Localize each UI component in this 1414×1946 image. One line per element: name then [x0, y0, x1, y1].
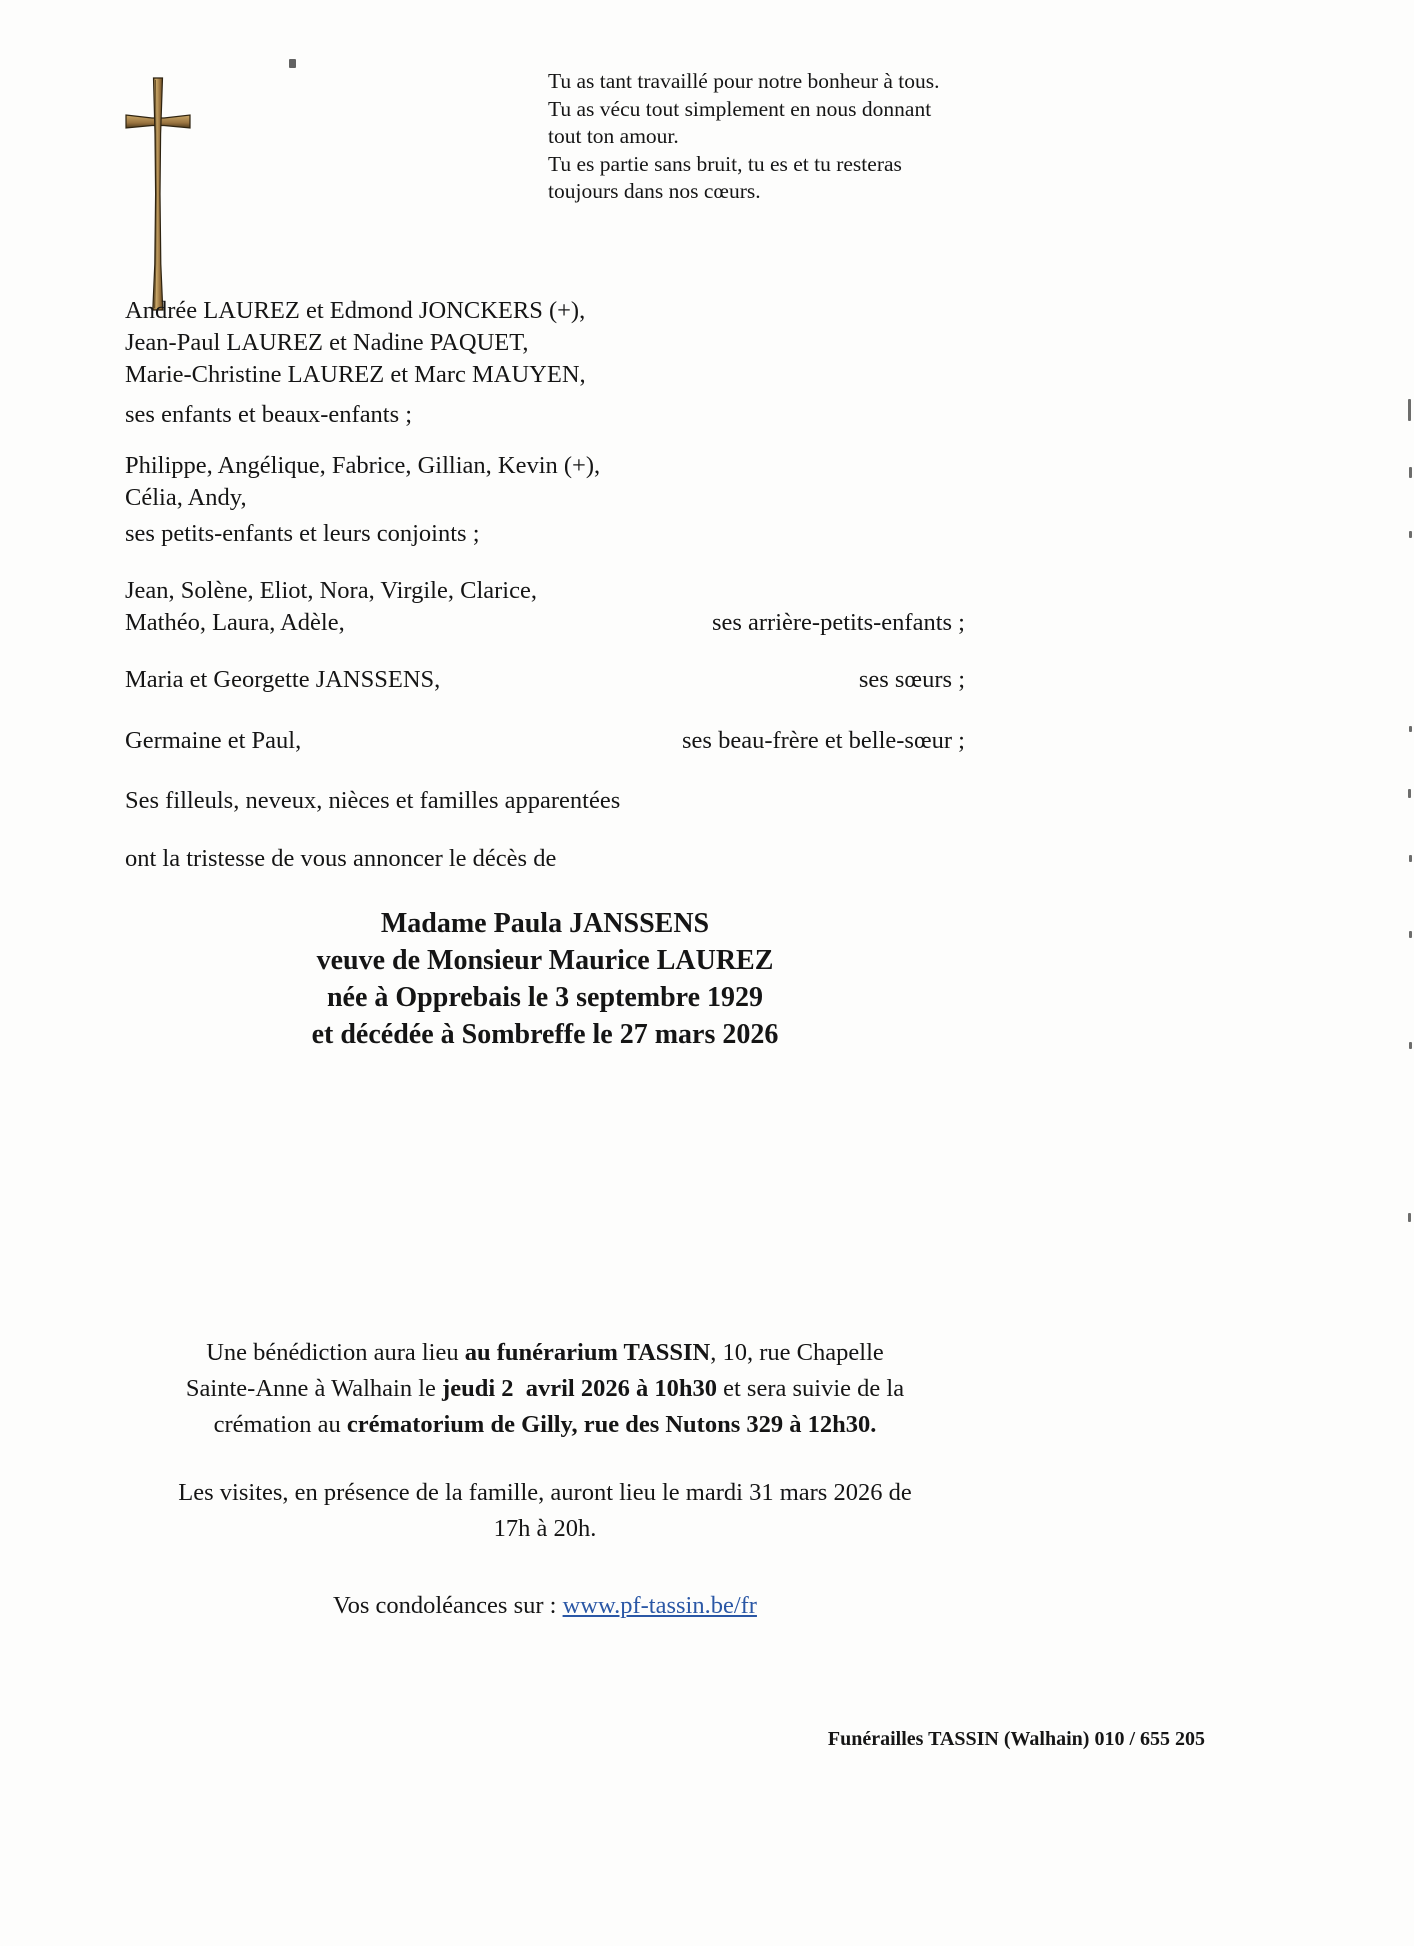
relation-label-grandchildren: ses petits-enfants et leurs conjoints ; — [125, 520, 480, 547]
family-group-great-grandchildren — [125, 575, 965, 639]
ceremony-text: , 10, rue Chapelle — [710, 1339, 884, 1366]
deceased-death-line: et décédée à Sombreffe le 27 mars 2026 — [311, 1019, 779, 1050]
deceased-headline — [125, 905, 965, 1053]
visits-paragraph — [125, 1475, 965, 1547]
family-group-godchildren — [125, 785, 965, 817]
poem-line: Tu as tant travaillé pour notre bonheur à tous. — [548, 69, 940, 93]
relation-label-sisters: ses sœurs ; — [858, 666, 965, 693]
crematorium-info: crématorium de Gilly, rue des Nutons 329 à 12h30. — [346, 1411, 877, 1438]
family-group-children — [125, 295, 965, 391]
family-names-line: Germaine et Paul, — [125, 727, 302, 754]
family-names-line: Maria et Georgette JANSSENS, — [125, 666, 441, 693]
ceremony-text: Sainte-Anne à Walhain le — [185, 1375, 443, 1402]
family-names-line: Célia, Andy, — [125, 484, 247, 511]
ceremony-line — [125, 1335, 965, 1371]
epitaph-poem — [548, 68, 940, 206]
visits-line: 17h à 20h. — [493, 1515, 597, 1542]
condolences-link[interactable]: www.pf-tassin.be/fr — [562, 1592, 757, 1619]
family-group-grandchildren — [125, 450, 965, 514]
ceremony-paragraph — [125, 1335, 965, 1443]
funerarium-name: au funérarium TASSIN — [464, 1339, 711, 1366]
visits-line: Les visites, en présence de la famille, auront lieu le mardi 31 mars 2026 de — [178, 1479, 912, 1506]
scan-tick — [1408, 399, 1411, 421]
ceremony-line — [125, 1407, 965, 1443]
scan-tick — [1409, 855, 1412, 862]
poem-line: toujours dans nos cœurs. — [548, 179, 761, 203]
scan-tick — [1408, 789, 1411, 798]
family-names-line: Ses filleuls, neveux, nièces et familles apparentées — [125, 787, 621, 814]
ceremony-text: crémation au — [213, 1411, 347, 1438]
scan-tick — [1409, 531, 1412, 538]
family-names-line: Marie-Christine LAUREZ et Marc MAUYEN, — [125, 361, 586, 388]
condolences-label: Vos condoléances sur : — [333, 1592, 563, 1619]
funeral-home-footer: Funérailles TASSIN (Walhain) 010 / 655 205 — [827, 1728, 1205, 1750]
family-names-line: Jean-Paul LAUREZ et Nadine PAQUET, — [125, 329, 529, 356]
scan-tick — [1409, 726, 1412, 732]
family-names-line: Jean, Solène, Eliot, Nora, Virgile, Clarice, — [125, 577, 537, 604]
ceremony-line — [125, 1371, 965, 1407]
relation-label-children: ses enfants et beaux-enfants ; — [125, 401, 413, 428]
scan-tick — [1408, 1213, 1411, 1222]
relation-label-great-grandchildren: ses arrière-petits-enfants ; — [711, 609, 965, 636]
announcement-sentence: ont la tristesse de vous annoncer le décès de — [125, 845, 557, 872]
condolences-line — [125, 1588, 965, 1624]
ceremony-text: et sera suivie de la — [717, 1375, 905, 1402]
poem-line: Tu as vécu tout simplement en nous donnant — [548, 96, 932, 121]
scan-tick — [1409, 1042, 1412, 1049]
family-names-line: Philippe, Angélique, Fabrice, Gillian, Kevin (+), — [125, 452, 601, 479]
scan-tick — [1409, 931, 1412, 938]
poem-line: Tu es partie sans bruit, tu es et tu resteras — [548, 151, 902, 176]
relation-label-in-laws: ses beau-frère et belle-sœur ; — [682, 727, 965, 754]
scan-tick — [1409, 467, 1412, 478]
family-group-in-laws — [125, 725, 965, 757]
scan-speck — [289, 59, 296, 68]
ceremony-text: Une bénédiction aura lieu — [206, 1339, 465, 1366]
deceased-name: Madame Paula JANSSENS — [380, 908, 710, 939]
latin-cross-icon — [121, 74, 195, 314]
family-names-line: Andrée LAUREZ et Edmond JONCKERS (+), — [125, 297, 586, 324]
poem-line: tout ton amour. — [548, 124, 679, 148]
family-group-sisters — [125, 664, 965, 696]
family-names-line: Mathéo, Laura, Adèle, — [125, 609, 345, 636]
ceremony-datetime: jeudi 2 avril 2026 à 10h30 — [442, 1375, 717, 1402]
deceased-widow-line: veuve de Monsieur Maurice LAUREZ — [316, 945, 774, 976]
deceased-birth-line: née à Opprebais le 3 septembre 1929 — [326, 982, 764, 1013]
